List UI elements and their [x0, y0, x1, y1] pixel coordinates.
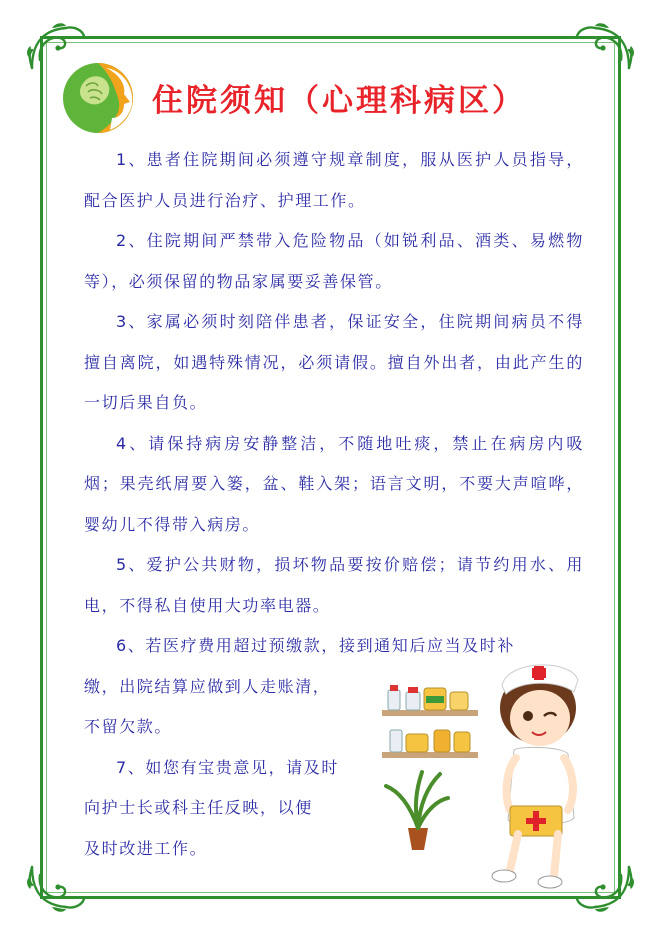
rule-item-7: [84, 748, 374, 870]
page-title: 住院须知（心理科病区）: [152, 83, 526, 119]
medicine-jar-icon: [454, 732, 470, 752]
rule-item: 1、患者住院期间必须遵守规章制度，服从医护人员指导，配合医护人员进行治疗、护理工作。: [84, 150, 584, 210]
rule-7-line: 及时改进工作。: [84, 838, 208, 858]
medicine-jar-icon: [450, 692, 468, 710]
medicine-jar-icon: [434, 730, 450, 752]
corner-ornament-icon: [26, 863, 88, 915]
shelf-icon: [382, 710, 478, 716]
rule-6-line: 缴，出院结算应做到人走账清，: [84, 676, 331, 696]
rule-7-line: 7、如您有宝贵意见，请及时: [116, 757, 339, 777]
plant-pot-icon: [408, 828, 428, 850]
medicine-bottle-icon: [388, 690, 400, 710]
nurse-illustration: [378, 650, 614, 900]
head-logo-icon: [60, 60, 142, 136]
rule-6-line: 6、若医疗费用超过预缴款，接到通知后应当及时补: [116, 636, 515, 655]
medicine-jar-icon: [406, 734, 428, 752]
medicine-bottle-icon: [406, 692, 420, 710]
rule-7-line: 向护士长或科主任反映，以便: [84, 798, 313, 817]
rule-6-line: 不留欠款。: [84, 717, 173, 736]
medicine-bottle-icon: [390, 730, 402, 752]
rule-item: 4、请保持病房安静整洁，不随地吐痰，禁止在病房内吸烟；果壳纸屑要入篓，盆、鞋入架；语言文明，不要大声喧哗，婴幼儿不得带入病房。: [84, 433, 584, 534]
corner-ornament-icon: [573, 20, 635, 72]
shelf-icon: [382, 752, 478, 758]
rule-item: 2、住院期间严禁带入危险物品（如锐利品、酒类、易燃物等），必须保留的物品家属要妥善保管。: [84, 231, 584, 291]
rule-item: 5、爱护公共财物，损坏物品要按价赔偿；请节约用水、用电，不得私自使用大功率电器。: [84, 555, 584, 615]
rule-item: 3、家属必须时刻陪伴患者，保证安全，住院期间病员不得擅自离院，如遇特殊情况，必须请假。擅自外出者，由此产生的一切后果自负。: [84, 312, 584, 412]
